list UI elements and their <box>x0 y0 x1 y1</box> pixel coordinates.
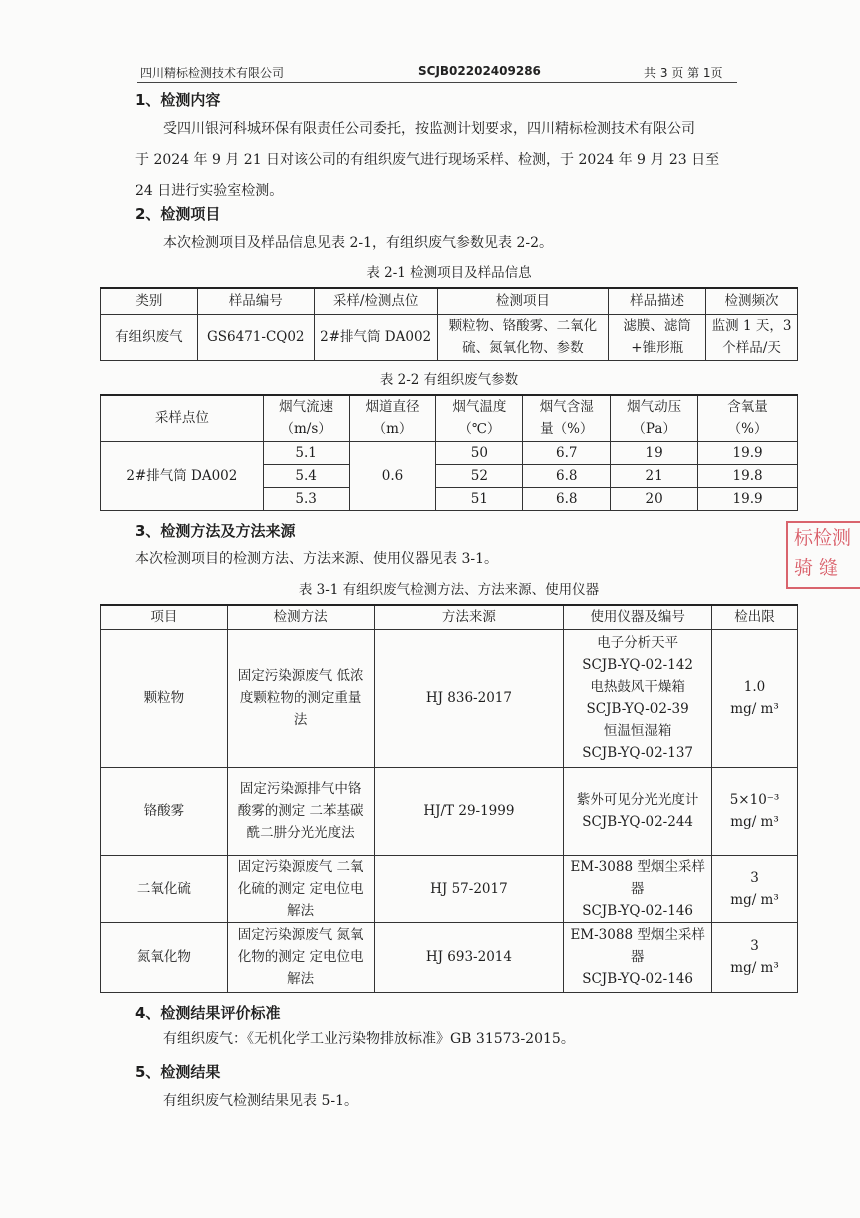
t31-limit-value: 1.0 <box>743 679 766 695</box>
section-3-title: 3、检测方法及方法来源 <box>135 522 296 540</box>
t31-instrument-line: 电热鼓风干燥箱 <box>590 679 685 695</box>
table-2-1-caption: 表 2-1 检测项目及样品信息 <box>366 265 532 281</box>
t22-header-humidity <box>523 395 611 441</box>
t22-temp: 51 <box>436 487 523 510</box>
section-2-intro: 本次检测项目及样品信息见表 2-1，有组织废气参数见表 2-2。 <box>163 235 553 251</box>
t22-header-flow-unit: （m/s） <box>280 421 332 438</box>
t21-header-category: 类别 <box>101 288 198 314</box>
t31-instrument-line: EM-3088 型烟尘采样器 <box>570 858 705 897</box>
t22-pressure: 19 <box>611 441 698 464</box>
t31-method: 固定污染源废气 低浓度颗粒物的测定重量法 <box>227 629 374 767</box>
t31-limit-unit: mg/ m³ <box>730 814 779 830</box>
table-2-1 <box>100 287 798 361</box>
t22-pressure: 21 <box>611 464 698 487</box>
header-company: 四川精标检测技术有限公司 <box>140 66 285 80</box>
seam-stamp <box>786 521 860 589</box>
t22-flow: 5.3 <box>263 487 349 510</box>
t22-oxygen: 19.8 <box>698 464 798 487</box>
t31-instrument-line: SCJB-YQ-02-146 <box>582 902 694 919</box>
t31-instrument <box>564 855 712 922</box>
t31-item: 铬酸雾 <box>101 767 228 855</box>
section-3-intro: 本次检测项目的检测方法、方法来源、使用仪器见表 3-1。 <box>135 551 498 567</box>
t31-limit-unit: mg/ m³ <box>730 891 779 908</box>
table-3-1-caption: 表 3-1 有组织废气检测方法、方法来源、使用仪器 <box>298 582 600 598</box>
t31-limit-unit: mg/ m³ <box>730 960 779 976</box>
t31-instrument-line: SCJB-YQ-02-39 <box>586 701 689 717</box>
t22-pressure: 20 <box>611 487 698 510</box>
t21-header-point: 采样/检测点位 <box>314 288 437 314</box>
t22-header-humidity-unit: 量（%） <box>540 421 594 438</box>
t22-header-temp <box>436 395 523 441</box>
table-3-1 <box>100 604 798 993</box>
t31-limit <box>712 629 798 767</box>
t21-point: 2#排气筒 DA002 <box>314 314 437 360</box>
seam-stamp-line-1: 标检测 <box>794 527 852 549</box>
table-2-2 <box>100 394 798 511</box>
t31-header-limit: 检出限 <box>712 605 798 629</box>
section-2-title: 2、检测项目 <box>135 205 221 223</box>
t22-header-diameter <box>349 395 436 441</box>
t21-header-frequency: 检测频次 <box>706 288 798 314</box>
t21-header-items: 检测项目 <box>437 288 609 314</box>
t22-point: 2#排气筒 DA002 <box>101 441 264 510</box>
section-1-line-2: 于 2024 年 9 月 21 日对该公司的有组织废气进行现场采样、检测，于 2024 年 9 月 23 日至 <box>135 152 720 168</box>
t31-limit-value: 5×10⁻³ <box>729 792 780 808</box>
t21-items: 颗粒物、铬酸雾、二氧化硫、氮氧化物、参数 <box>437 314 609 360</box>
t31-limit-value: 3 <box>750 938 759 954</box>
t31-method: 固定污染源废气 氮氧化物的测定 定电位电解法 <box>227 922 374 992</box>
table-row <box>101 922 798 992</box>
t22-header-pressure-unit: （Pa） <box>632 421 676 438</box>
t22-humidity: 6.8 <box>523 464 611 487</box>
section-1-line-3: 24 日进行实验室检测。 <box>135 183 284 199</box>
t31-header-item: 项目 <box>101 605 228 629</box>
t31-instrument-line: EM-3088 型烟尘采样器 <box>570 927 705 965</box>
t31-method: 固定污染源排气中铬酸雾的测定 二苯基碳酰二肼分光光度法 <box>227 767 374 855</box>
t31-instrument-line: 紫外可见分光光度计 <box>576 792 699 808</box>
header-page-number: 共 3 页 第 1页 <box>644 66 723 80</box>
t22-header-diameter-label: 烟道直径 <box>365 399 420 416</box>
t31-instrument-line: SCJB-YQ-02-142 <box>582 657 694 673</box>
t31-instrument-line: 恒温恒湿箱 <box>603 723 672 739</box>
t31-item: 氮氧化物 <box>101 922 228 992</box>
t31-instrument <box>564 629 712 767</box>
t22-humidity: 6.7 <box>523 441 611 464</box>
t31-item: 颗粒物 <box>101 629 228 767</box>
t22-oxygen: 19.9 <box>698 441 798 464</box>
t21-description: 滤膜、滤筒+锥形瓶 <box>609 314 706 360</box>
t21-header-description: 样品描述 <box>609 288 706 314</box>
table-row <box>101 441 798 464</box>
table-2-2-caption: 表 2-2 有组织废气参数 <box>379 372 519 388</box>
t22-header-point-label: 采样点位 <box>154 410 209 427</box>
t31-instrument-line: SCJB-YQ-02-244 <box>582 814 694 830</box>
t22-header-pressure <box>611 395 698 441</box>
section-4-title: 4、检测结果评价标准 <box>135 1004 281 1022</box>
t22-header-oxygen-unit: （%） <box>727 421 768 438</box>
header-rule <box>137 82 737 83</box>
t22-oxygen: 19.9 <box>698 487 798 510</box>
t31-item: 二氧化硫 <box>101 855 228 922</box>
table-row <box>101 855 798 922</box>
t22-temp: 50 <box>436 441 523 464</box>
t22-flow: 5.4 <box>263 464 349 487</box>
section-4-text: 有组织废气：《无机化学工业污染物排放标准》GB 31573-2015。 <box>163 1031 575 1047</box>
t31-limit <box>712 922 798 992</box>
t22-humidity: 6.8 <box>523 487 611 510</box>
t31-instrument-line: SCJB-YQ-02-146 <box>582 971 694 987</box>
t31-header-instrument: 使用仪器及编号 <box>564 605 712 629</box>
t31-source: HJ 693-2014 <box>374 922 564 992</box>
t31-limit-value: 3 <box>750 869 759 886</box>
t31-instrument <box>564 922 712 992</box>
t22-header-flow-label: 烟气流速 <box>279 399 334 416</box>
seam-stamp-line-2: 骑 缝 <box>794 557 839 579</box>
t22-diameter: 0.6 <box>349 441 436 510</box>
section-5-text: 有组织废气检测结果见表 5-1。 <box>163 1093 358 1109</box>
t22-header-diameter-unit: （m） <box>372 421 413 438</box>
t22-flow: 5.1 <box>263 441 349 464</box>
t31-limit-unit: mg/ m³ <box>730 701 779 717</box>
t22-header-flow <box>263 395 349 441</box>
t22-header-pressure-label: 烟气动压 <box>627 399 682 416</box>
t31-source: HJ 836-2017 <box>374 629 564 767</box>
t31-limit <box>712 767 798 855</box>
t31-header-method: 检测方法 <box>227 605 374 629</box>
header-report-number: SCJB02202409286 <box>418 64 541 78</box>
t22-header-temp-unit: （℃） <box>458 421 501 438</box>
section-1-title: 1、检测内容 <box>135 91 221 109</box>
t31-method: 固定污染源废气 二氧化硫的测定 定电位电解法 <box>227 855 374 922</box>
t21-sample-id: GS6471-CQ02 <box>197 314 314 360</box>
t22-header-humidity-label: 烟气含湿 <box>539 399 594 416</box>
t22-header-temp-label: 烟气温度 <box>452 399 507 416</box>
t22-temp: 52 <box>436 464 523 487</box>
t31-instrument-line: SCJB-YQ-02-137 <box>582 745 694 761</box>
t31-limit <box>712 855 798 922</box>
t22-header-oxygen <box>698 395 798 441</box>
section-5-title: 5、检测结果 <box>135 1063 221 1081</box>
t22-header-point <box>101 395 264 441</box>
t31-instrument <box>564 767 712 855</box>
t31-source: HJ 57-2017 <box>374 855 564 922</box>
t21-category: 有组织废气 <box>101 314 198 360</box>
table-row <box>101 629 798 767</box>
t21-header-sample-id: 样品编号 <box>197 288 314 314</box>
t22-header-oxygen-label: 含氧量 <box>727 399 768 416</box>
table-row <box>101 767 798 855</box>
t31-instrument-line: 电子分析天平 <box>597 635 679 651</box>
t31-header-source: 方法来源 <box>374 605 564 629</box>
t31-source: HJ/T 29-1999 <box>374 767 564 855</box>
t21-frequency: 监测 1 天，3 个样品/天 <box>706 314 798 360</box>
section-1-line-1: 受四川银河科城环保有限责任公司委托，按监测计划要求，四川精标检测技术有限公司 <box>163 121 695 137</box>
